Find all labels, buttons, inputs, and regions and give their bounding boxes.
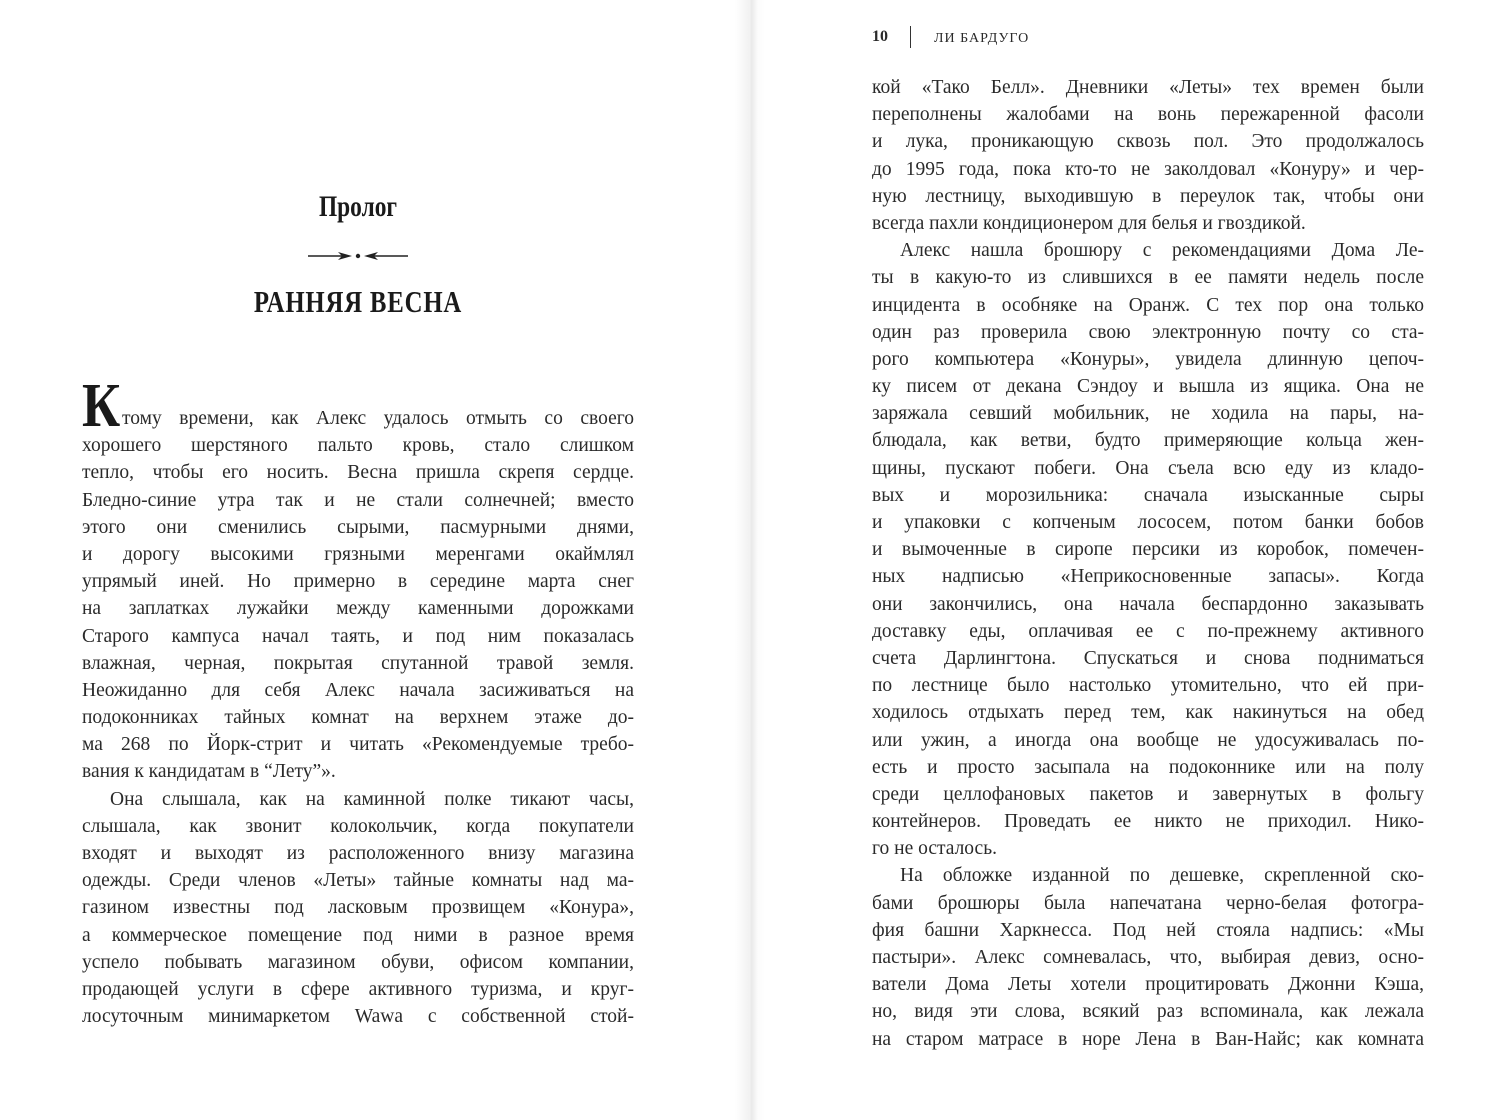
right-body-text: [872, 74, 1424, 1053]
text-line: ную лестницу, выходившую в переулок так, чтобы они: [872, 185, 1424, 207]
text-line: Бледно-синие утра так и не стали солнечней; вместо: [82, 489, 634, 511]
text-line: инцидента в особняке на Оранж. С тех пор она только: [872, 294, 1424, 316]
text-line: успело побывать магазином обуви, офисом компании,: [82, 951, 634, 973]
text-line: или ужин, а иногда она вообще не удосуживалась по-: [872, 729, 1424, 751]
text-line: ма 268 по Йорк-стрит и читать «Рекомендуемые требо-: [82, 734, 634, 756]
text-line: среди целлофановых пакетов и завернутых в фольгу: [872, 783, 1424, 805]
text-line: счета Дарлингтона. Спускаться и снова подниматься: [872, 647, 1424, 669]
text-line: входят и выходят из расположенного внизу магазина: [82, 843, 634, 864]
text-line: щины, пускают побеги. Она съела всю еду из кладо-: [872, 457, 1424, 479]
text-line: Алекс нашла брошюру с рекомендациями Дома Ле-: [900, 240, 1424, 262]
right-page: [752, 0, 1500, 1120]
drop-cap: К: [82, 372, 121, 440]
text-line: и дорогу высокими грязными меренгами окаймлял: [82, 543, 634, 565]
text-line: продающей услуги в сфере активного туризма, и круг-: [82, 978, 634, 1000]
text-line: заряжала севший мобильник, не ходила на пары, на-: [872, 403, 1424, 425]
text-line: на заплатках лужайки между каменными дорожками: [82, 598, 634, 620]
text-line: кой «Тако Белл». Дневники «Леты» тех времен были: [872, 77, 1424, 98]
text-line: Она слышала, как на каминной полке тикают часы,: [110, 788, 634, 810]
text-line: есть и просто засыпала на подоконнике или на полу: [872, 756, 1424, 778]
text-line: один раз проверила свою электронную почту со ста-: [872, 321, 1424, 343]
text-line: лосуточным минимаркетом Wawa с собственной стой-: [82, 1006, 634, 1028]
text-line: этого они сменились сырыми, пасмурными днями,: [82, 516, 634, 538]
page-number: 10: [872, 28, 888, 45]
text-line: на старом матрасе в норе Лена в Ван-Найс; как комната: [872, 1028, 1424, 1050]
text-line: газином известны под ласковым прозвищем «Конура»,: [82, 897, 634, 919]
text-line: влажная, черная, покрытая спутанной травой земля.: [82, 652, 634, 674]
running-head-author: ЛИ БАРДУГО: [934, 31, 1030, 46]
text-line: хорошего шерстяного пальто кровь, стало слишком: [82, 435, 634, 457]
text-line: пастыри». Алекс сомневалась, что, выбирая девиз, осно-: [872, 947, 1424, 968]
text-line: доставку еды, оплачивая ее с по-прежнему активного: [872, 620, 1424, 642]
text-line: вания к кандидатам в “Лету”».: [82, 761, 336, 783]
header-divider: [910, 26, 911, 48]
text-line: подоконниках тайных комнат на верхнем этаже до-: [82, 707, 634, 729]
text-line: тому времени, как Алекс удалось отмыть со своего: [122, 408, 634, 429]
text-line: слышала, как звонит колокольчик, когда покупатели: [82, 815, 634, 837]
text-line: одежды. Среди членов «Леты» тайные комнаты над ма-: [82, 870, 634, 892]
left-body-text: [82, 405, 634, 1030]
text-line: рого компьютера «Конуры», увидела длинную цепоч-: [872, 348, 1424, 370]
text-line: бами брошюры была напечатана черно-белая фотогра-: [872, 892, 1424, 914]
text-line: они закончились, она начала беспардонно заказывать: [872, 593, 1424, 615]
text-line: ходилось отдыхать перед тем, как накинуться на обед: [872, 702, 1424, 724]
text-line: блюдала, как ветви, будто примеряющие кольца жен-: [872, 430, 1424, 452]
text-line: по лестнице было настолько утомительно, что ей при-: [872, 675, 1424, 697]
text-line: а коммерческое помещение под ними в разное время: [82, 924, 634, 946]
text-line: ных надписью «Неприкосновенные запасы». Когда: [872, 566, 1424, 588]
text-line: ку писем от декана Сэндоу и вышла из ящика. Она не: [872, 376, 1424, 398]
text-line: контейнеров. Проведать ее никто не приходил. Нико-: [872, 811, 1424, 833]
chapter-label: Пролог: [318, 190, 398, 223]
text-line: го не осталось.: [872, 838, 997, 860]
text-line: На обложке изданной по дешевке, скрепленной ско-: [900, 865, 1424, 887]
text-line: Старого кампуса начал таять, и под ним показалась: [82, 625, 634, 647]
text-line: но, видя эти слова, всякий раз вспоминала, как лежала: [872, 1001, 1424, 1023]
text-line: и вымоченные в сиропе персики из коробок, помечен-: [872, 539, 1424, 561]
book-gutter: [735, 0, 765, 1120]
text-line: до 1995 года, пока кто-то не заколдовал «Конуру» и чер-: [872, 158, 1424, 180]
text-line: упрямый иней. Но примерно в середине марта снег: [82, 571, 634, 593]
text-line: всегда пахли кондиционером для белья и гвоздикой.: [872, 212, 1306, 234]
text-line: ты в какую-то из слившихся в ее памяти недель после: [872, 267, 1424, 289]
section-title: РАННЯЯ ВЕСНА: [253, 284, 463, 319]
text-line: Неожиданно для себя Алекс начала засиживаться на: [82, 679, 634, 701]
text-line: вых и морозильника: сначала изысканные сыры: [872, 484, 1424, 506]
text-line: и лука, проникающую сквозь пол. Это продолжалось: [872, 131, 1424, 153]
text-line: переполнены жалобами на вонь пережаренной фасоли: [872, 104, 1424, 126]
ornament-divider-icon: [308, 249, 408, 263]
text-line: ватели Дома Леты хотели процитировать Джонни Кэша,: [872, 974, 1424, 996]
text-line: фия башни Харкнесса. Под ней стояла надпись: «Мы: [872, 919, 1424, 941]
text-line: тепло, чтобы его носить. Весна пришла скрепя сердце.: [82, 462, 634, 484]
text-line: и упаковки с копченым лососем, потом банки бобов: [872, 512, 1424, 533]
